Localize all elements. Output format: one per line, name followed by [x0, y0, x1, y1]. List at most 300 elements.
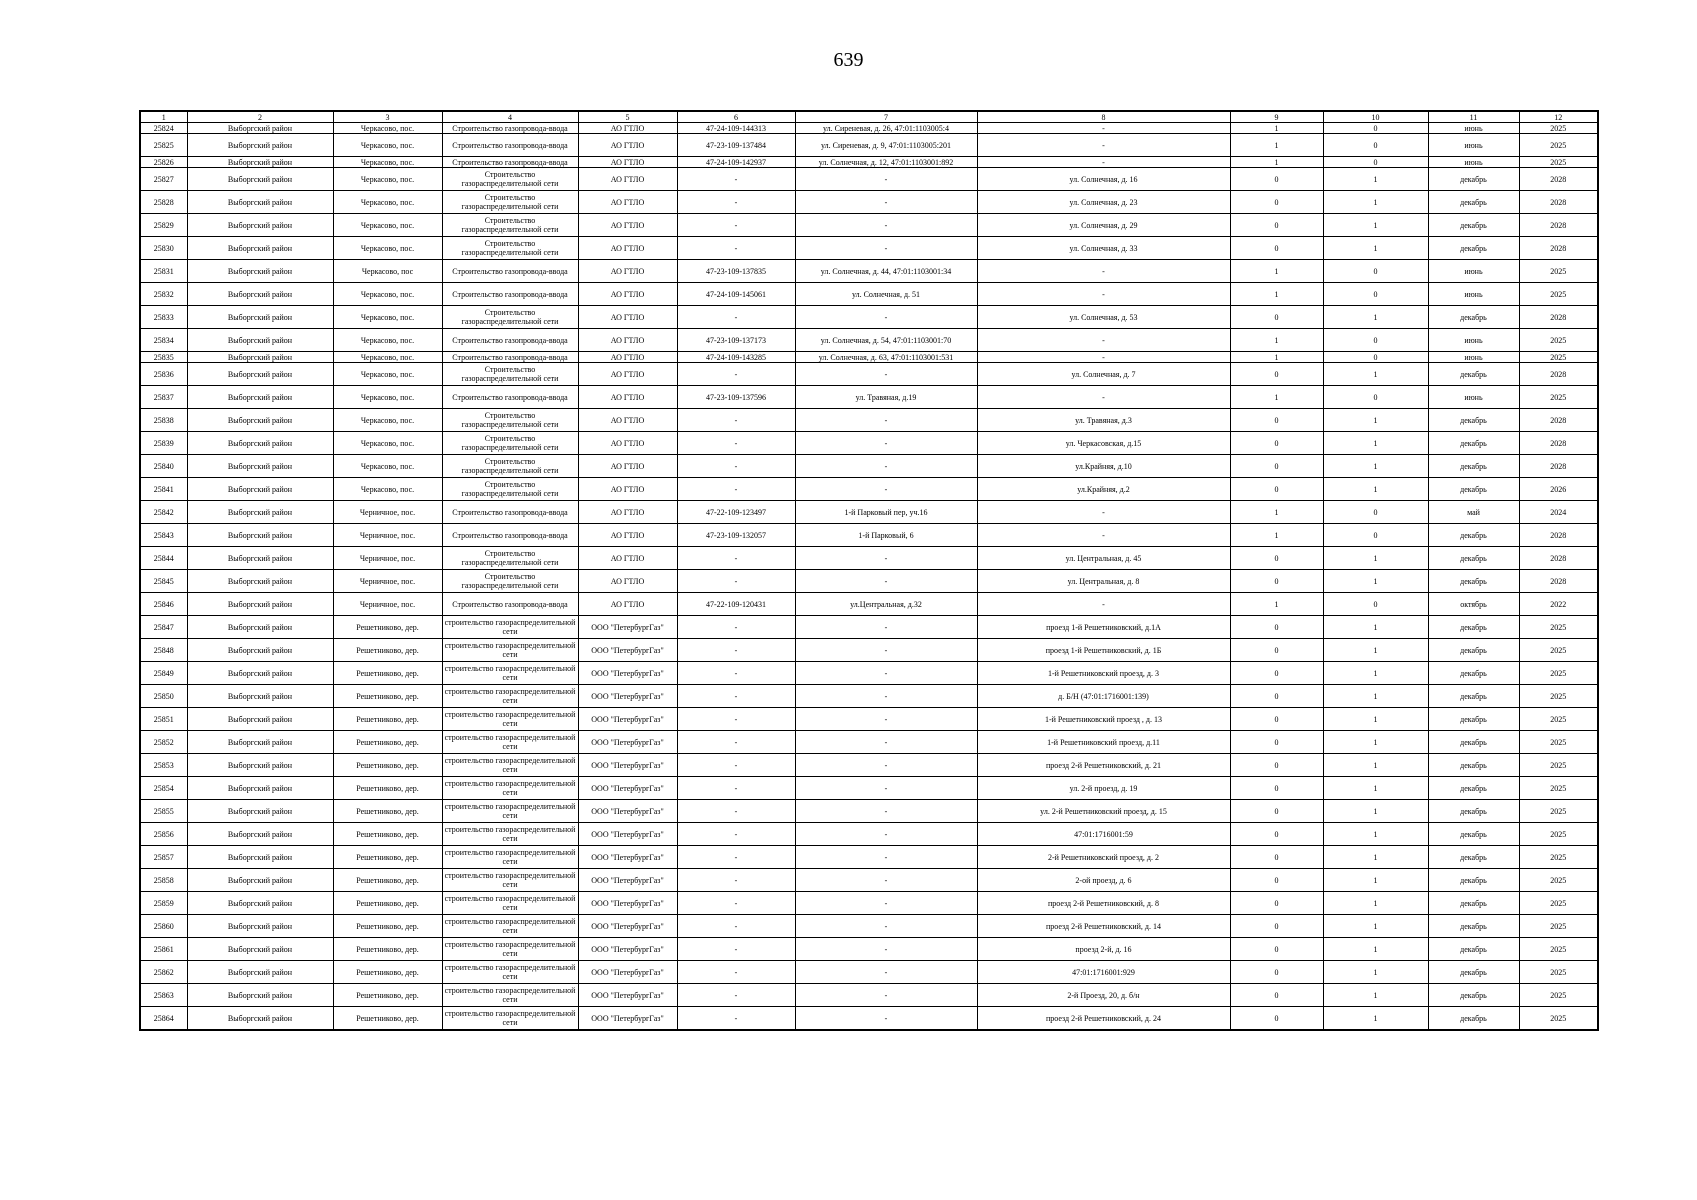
cell-object: ул. Черкасовская, д.15 — [977, 432, 1230, 455]
cell-row-number: 25839 — [140, 432, 187, 455]
table-row — [140, 283, 1598, 306]
cell-month: декабрь — [1428, 547, 1519, 570]
table-row — [140, 823, 1598, 846]
cell-col9: 0 — [1230, 616, 1323, 639]
cell-col9: 0 — [1230, 708, 1323, 731]
cell-col9: 1 — [1230, 283, 1323, 306]
cell-object: проезд 2-й, д. 16 — [977, 938, 1230, 961]
cell-month: декабрь — [1428, 524, 1519, 547]
cell-row-number: 25831 — [140, 260, 187, 283]
cell-settlement: Решетниково, дер. — [333, 685, 442, 708]
cell-col9: 1 — [1230, 386, 1323, 409]
cell-district: Выборгский район — [187, 708, 333, 731]
cell-district: Выборгский район — [187, 191, 333, 214]
cell-year: 2028 — [1519, 306, 1598, 329]
cell-col10: 0 — [1323, 501, 1428, 524]
page-number: 639 — [833, 49, 864, 71]
cell-registration-number: 47-24-109-142937 — [677, 157, 795, 168]
cell-col10: 1 — [1323, 432, 1428, 455]
cell-settlement: Решетниково, дер. — [333, 938, 442, 961]
cell-address: - — [795, 306, 977, 329]
cell-col9: 0 — [1230, 777, 1323, 800]
table-row — [140, 685, 1598, 708]
cell-settlement: Черкасово, пос. — [333, 432, 442, 455]
cell-address: - — [795, 363, 977, 386]
cell-registration-number: - — [677, 915, 795, 938]
column-header: 2 — [187, 111, 333, 123]
cell-col10: 1 — [1323, 915, 1428, 938]
cell-month: декабрь — [1428, 961, 1519, 984]
cell-year: 2025 — [1519, 846, 1598, 869]
cell-col10: 1 — [1323, 1007, 1428, 1031]
cell-row-number: 25862 — [140, 961, 187, 984]
cell-col9: 0 — [1230, 1007, 1323, 1031]
cell-row-number: 25840 — [140, 455, 187, 478]
cell-settlement: Решетниково, дер. — [333, 662, 442, 685]
cell-settlement: Решетниково, дер. — [333, 639, 442, 662]
cell-col9: 0 — [1230, 639, 1323, 662]
cell-object: ул. 2-й Решетниковский проезд, д. 15 — [977, 800, 1230, 823]
cell-organization: АО ГТЛО — [578, 329, 677, 352]
cell-work-type: Строительство газораспределительной сети — [442, 409, 578, 432]
cell-district: Выборгский район — [187, 1007, 333, 1031]
cell-object: - — [977, 524, 1230, 547]
cell-address: ул. Солнечная, д. 12, 47:01:1103001:892 — [795, 157, 977, 168]
table-row — [140, 352, 1598, 363]
table-row — [140, 432, 1598, 455]
table-row — [140, 961, 1598, 984]
cell-col10: 1 — [1323, 455, 1428, 478]
cell-object: 2-й Проезд, 20, д. б/н — [977, 984, 1230, 1007]
cell-month: декабрь — [1428, 455, 1519, 478]
cell-work-type: строительство газораспределительной сети — [442, 938, 578, 961]
cell-organization: ООО "ПетербургГаз" — [578, 616, 677, 639]
cell-year: 2025 — [1519, 639, 1598, 662]
cell-object: проезд 1-й Решетниковский, д.1А — [977, 616, 1230, 639]
column-header: 9 — [1230, 111, 1323, 123]
cell-col9: 0 — [1230, 432, 1323, 455]
column-header: 7 — [795, 111, 977, 123]
cell-col10: 0 — [1323, 260, 1428, 283]
table-row — [140, 260, 1598, 283]
cell-organization: ООО "ПетербургГаз" — [578, 823, 677, 846]
cell-object: - — [977, 283, 1230, 306]
cell-settlement: Решетниково, дер. — [333, 984, 442, 1007]
cell-address: - — [795, 961, 977, 984]
cell-object: 1-й Решетниковский проезд , д. 13 — [977, 708, 1230, 731]
table-row — [140, 191, 1598, 214]
cell-work-type: строительство газораспределительной сети — [442, 754, 578, 777]
cell-year: 2028 — [1519, 363, 1598, 386]
cell-month: декабрь — [1428, 892, 1519, 915]
cell-month: декабрь — [1428, 168, 1519, 191]
table-row — [140, 639, 1598, 662]
cell-address: - — [795, 168, 977, 191]
cell-col9: 0 — [1230, 191, 1323, 214]
cell-registration-number: - — [677, 616, 795, 639]
cell-registration-number: - — [677, 892, 795, 915]
cell-registration-number: - — [677, 961, 795, 984]
cell-col10: 0 — [1323, 157, 1428, 168]
cell-district: Выборгский район — [187, 869, 333, 892]
cell-month: декабрь — [1428, 616, 1519, 639]
cell-organization: АО ГТЛО — [578, 524, 677, 547]
cell-address: - — [795, 915, 977, 938]
cell-work-type: Строительство газопровода-ввода — [442, 157, 578, 168]
cell-year: 2028 — [1519, 237, 1598, 260]
cell-month: июнь — [1428, 123, 1519, 134]
table-row — [140, 616, 1598, 639]
cell-settlement: Черкасово, пос. — [333, 191, 442, 214]
column-header: 5 — [578, 111, 677, 123]
cell-object: ул. Солнечная, д. 7 — [977, 363, 1230, 386]
table-row — [140, 524, 1598, 547]
cell-district: Выборгский район — [187, 823, 333, 846]
cell-col9: 0 — [1230, 306, 1323, 329]
cell-district: Выборгский район — [187, 547, 333, 570]
table-row — [140, 593, 1598, 616]
cell-col10: 1 — [1323, 237, 1428, 260]
cell-work-type: Строительство газораспределительной сети — [442, 237, 578, 260]
cell-settlement: Черкасово, пос. — [333, 352, 442, 363]
cell-year: 2025 — [1519, 283, 1598, 306]
cell-object: ул. Травяная, д.3 — [977, 409, 1230, 432]
cell-registration-number: - — [677, 478, 795, 501]
cell-year: 2025 — [1519, 961, 1598, 984]
cell-object: 2-ой проезд, д. 6 — [977, 869, 1230, 892]
cell-settlement: Решетниково, дер. — [333, 892, 442, 915]
cell-registration-number: - — [677, 777, 795, 800]
cell-month: декабрь — [1428, 363, 1519, 386]
cell-object: - — [977, 157, 1230, 168]
cell-district: Выборгский район — [187, 283, 333, 306]
cell-col10: 0 — [1323, 134, 1428, 157]
cell-object: 47:01:1716001:59 — [977, 823, 1230, 846]
table-row — [140, 363, 1598, 386]
cell-object: ул.Крайняя, д.2 — [977, 478, 1230, 501]
cell-work-type: Строительство газораспределительной сети — [442, 432, 578, 455]
cell-year: 2025 — [1519, 123, 1598, 134]
cell-month: декабрь — [1428, 237, 1519, 260]
cell-row-number: 25852 — [140, 731, 187, 754]
cell-col9: 0 — [1230, 754, 1323, 777]
cell-district: Выборгский район — [187, 260, 333, 283]
cell-col10: 0 — [1323, 123, 1428, 134]
cell-organization: ООО "ПетербургГаз" — [578, 800, 677, 823]
cell-row-number: 25828 — [140, 191, 187, 214]
cell-work-type: строительство газораспределительной сети — [442, 777, 578, 800]
cell-object: ул. Центральная, д. 45 — [977, 547, 1230, 570]
cell-month: декабрь — [1428, 846, 1519, 869]
cell-col10: 1 — [1323, 961, 1428, 984]
cell-organization: АО ГТЛО — [578, 123, 677, 134]
cell-organization: АО ГТЛО — [578, 363, 677, 386]
cell-year: 2025 — [1519, 157, 1598, 168]
cell-organization: АО ГТЛО — [578, 214, 677, 237]
cell-month: декабрь — [1428, 708, 1519, 731]
cell-district: Выборгский район — [187, 134, 333, 157]
cell-organization: АО ГТЛО — [578, 191, 677, 214]
cell-settlement: Черкасово, пос. — [333, 237, 442, 260]
column-header: 3 — [333, 111, 442, 123]
cell-row-number: 25860 — [140, 915, 187, 938]
cell-district: Выборгский район — [187, 386, 333, 409]
cell-object: проезд 2-й Решетниковский, д. 14 — [977, 915, 1230, 938]
cell-address: - — [795, 731, 977, 754]
cell-district: Выборгский район — [187, 363, 333, 386]
cell-object: ул.Крайняя, д.10 — [977, 455, 1230, 478]
cell-col9: 0 — [1230, 731, 1323, 754]
cell-settlement: Решетниково, дер. — [333, 1007, 442, 1031]
cell-address: - — [795, 823, 977, 846]
cell-registration-number: - — [677, 938, 795, 961]
cell-work-type: строительство газораспределительной сети — [442, 800, 578, 823]
cell-row-number: 25836 — [140, 363, 187, 386]
table-row — [140, 547, 1598, 570]
cell-row-number: 25826 — [140, 157, 187, 168]
cell-settlement: Черкасово, пос. — [333, 157, 442, 168]
cell-settlement: Черкасово, пос — [333, 260, 442, 283]
table-row — [140, 754, 1598, 777]
cell-col9: 0 — [1230, 214, 1323, 237]
cell-organization: ООО "ПетербургГаз" — [578, 938, 677, 961]
cell-organization: АО ГТЛО — [578, 157, 677, 168]
cell-col9: 1 — [1230, 593, 1323, 616]
cell-row-number: 25851 — [140, 708, 187, 731]
cell-month: декабрь — [1428, 869, 1519, 892]
cell-registration-number: - — [677, 639, 795, 662]
table-row — [140, 708, 1598, 731]
cell-month: декабрь — [1428, 191, 1519, 214]
cell-district: Выборгский район — [187, 501, 333, 524]
cell-year: 2025 — [1519, 662, 1598, 685]
table-row — [140, 168, 1598, 191]
cell-work-type: строительство газораспределительной сети — [442, 869, 578, 892]
cell-organization: ООО "ПетербургГаз" — [578, 731, 677, 754]
cell-row-number: 25844 — [140, 547, 187, 570]
cell-object: проезд 1-й Решетниковский, д. 1Б — [977, 639, 1230, 662]
cell-object: 1-й Решетниковский проезд, д. 3 — [977, 662, 1230, 685]
cell-month: декабрь — [1428, 432, 1519, 455]
cell-object: проезд 2-й Решетниковский, д. 24 — [977, 1007, 1230, 1031]
column-header: 1 — [140, 111, 187, 123]
cell-address: - — [795, 892, 977, 915]
cell-col9: 0 — [1230, 685, 1323, 708]
cell-row-number: 25849 — [140, 662, 187, 685]
cell-organization: АО ГТЛО — [578, 306, 677, 329]
cell-col9: 1 — [1230, 352, 1323, 363]
cell-work-type: Строительство газопровода-ввода — [442, 524, 578, 547]
cell-col10: 1 — [1323, 685, 1428, 708]
cell-registration-number: - — [677, 432, 795, 455]
cell-work-type: Строительство газопровода-ввода — [442, 501, 578, 524]
cell-col9: 0 — [1230, 961, 1323, 984]
cell-address: - — [795, 800, 977, 823]
cell-year: 2025 — [1519, 352, 1598, 363]
cell-row-number: 25841 — [140, 478, 187, 501]
cell-registration-number: 47-22-109-123497 — [677, 501, 795, 524]
cell-year: 2028 — [1519, 524, 1598, 547]
cell-month: декабрь — [1428, 662, 1519, 685]
cell-month: июнь — [1428, 157, 1519, 168]
cell-work-type: Строительство газораспределительной сети — [442, 455, 578, 478]
cell-district: Выборгский район — [187, 432, 333, 455]
cell-registration-number: 47-24-109-145061 — [677, 283, 795, 306]
cell-col10: 1 — [1323, 800, 1428, 823]
cell-district: Выборгский район — [187, 616, 333, 639]
cell-month: декабрь — [1428, 1007, 1519, 1031]
cell-row-number: 25838 — [140, 409, 187, 432]
cell-object: ул. Солнечная, д. 53 — [977, 306, 1230, 329]
cell-registration-number: - — [677, 685, 795, 708]
cell-district: Выборгский район — [187, 984, 333, 1007]
cell-registration-number: 47-23-109-137484 — [677, 134, 795, 157]
cell-work-type: Строительство газораспределительной сети — [442, 363, 578, 386]
cell-registration-number: - — [677, 455, 795, 478]
cell-organization: ООО "ПетербургГаз" — [578, 915, 677, 938]
cell-month: июнь — [1428, 260, 1519, 283]
cell-year: 2025 — [1519, 386, 1598, 409]
cell-organization: ООО "ПетербургГаз" — [578, 892, 677, 915]
cell-object: - — [977, 260, 1230, 283]
cell-col9: 0 — [1230, 915, 1323, 938]
cell-year: 2024 — [1519, 501, 1598, 524]
cell-registration-number: 47-23-109-137596 — [677, 386, 795, 409]
cell-work-type: Строительство газораспределительной сети — [442, 214, 578, 237]
cell-settlement: Черничное, пос. — [333, 524, 442, 547]
cell-year: 2025 — [1519, 134, 1598, 157]
table-body — [140, 123, 1598, 1031]
cell-settlement: Черкасово, пос. — [333, 214, 442, 237]
cell-work-type: Строительство газораспределительной сети — [442, 306, 578, 329]
cell-year: 2025 — [1519, 708, 1598, 731]
cell-registration-number: - — [677, 409, 795, 432]
cell-registration-number: - — [677, 823, 795, 846]
cell-settlement: Решетниково, дер. — [333, 915, 442, 938]
cell-year: 2028 — [1519, 214, 1598, 237]
cell-settlement: Черкасово, пос. — [333, 478, 442, 501]
cell-work-type: Строительство газопровода-ввода — [442, 283, 578, 306]
cell-work-type: Строительство газораспределительной сети — [442, 547, 578, 570]
cell-col9: 0 — [1230, 478, 1323, 501]
cell-work-type: Строительство газопровода-ввода — [442, 386, 578, 409]
cell-year: 2025 — [1519, 685, 1598, 708]
cell-year: 2028 — [1519, 432, 1598, 455]
cell-col10: 0 — [1323, 386, 1428, 409]
cell-address: - — [795, 754, 977, 777]
cell-year: 2025 — [1519, 731, 1598, 754]
cell-month: июнь — [1428, 283, 1519, 306]
cell-col10: 1 — [1323, 306, 1428, 329]
cell-col9: 0 — [1230, 984, 1323, 1007]
table-row — [140, 501, 1598, 524]
cell-organization: ООО "ПетербургГаз" — [578, 1007, 677, 1031]
cell-organization: ООО "ПетербургГаз" — [578, 961, 677, 984]
cell-organization: ООО "ПетербургГаз" — [578, 869, 677, 892]
cell-object: 1-й Решетниковский проезд, д.11 — [977, 731, 1230, 754]
cell-district: Выборгский район — [187, 800, 333, 823]
cell-address: - — [795, 214, 977, 237]
cell-district: Выборгский район — [187, 157, 333, 168]
cell-district: Выборгский район — [187, 237, 333, 260]
table-row — [140, 869, 1598, 892]
table-row — [140, 984, 1598, 1007]
cell-object: - — [977, 593, 1230, 616]
cell-settlement: Черкасово, пос. — [333, 283, 442, 306]
cell-organization: ООО "ПетербургГаз" — [578, 685, 677, 708]
cell-year: 2028 — [1519, 409, 1598, 432]
column-header: 8 — [977, 111, 1230, 123]
cell-settlement: Решетниково, дер. — [333, 754, 442, 777]
cell-col10: 0 — [1323, 283, 1428, 306]
cell-registration-number: - — [677, 984, 795, 1007]
cell-district: Выборгский район — [187, 409, 333, 432]
cell-registration-number: - — [677, 168, 795, 191]
cell-address: ул. Солнечная, д. 44, 47:01:1103001:34 — [795, 260, 977, 283]
table-row — [140, 662, 1598, 685]
cell-address: - — [795, 777, 977, 800]
cell-settlement: Решетниково, дер. — [333, 869, 442, 892]
cell-district: Выборгский район — [187, 777, 333, 800]
cell-address: ул.Центральная, д.32 — [795, 593, 977, 616]
cell-col9: 0 — [1230, 547, 1323, 570]
cell-month: декабрь — [1428, 731, 1519, 754]
table-row — [140, 938, 1598, 961]
cell-month: декабрь — [1428, 306, 1519, 329]
cell-work-type: строительство газораспределительной сети — [442, 731, 578, 754]
cell-organization: АО ГТЛО — [578, 260, 677, 283]
cell-col10: 0 — [1323, 352, 1428, 363]
cell-settlement: Черкасово, пос. — [333, 363, 442, 386]
column-header: 11 — [1428, 111, 1519, 123]
cell-work-type: строительство газораспределительной сети — [442, 1007, 578, 1031]
cell-year: 2025 — [1519, 754, 1598, 777]
cell-month: декабрь — [1428, 800, 1519, 823]
table-row — [140, 570, 1598, 593]
cell-year: 2025 — [1519, 823, 1598, 846]
cell-year: 2022 — [1519, 593, 1598, 616]
cell-month: май — [1428, 501, 1519, 524]
cell-month: декабрь — [1428, 754, 1519, 777]
cell-object: д. Б/Н (47:01:1716001:139) — [977, 685, 1230, 708]
cell-col9: 0 — [1230, 363, 1323, 386]
cell-registration-number: - — [677, 708, 795, 731]
cell-address: - — [795, 984, 977, 1007]
cell-registration-number: - — [677, 1007, 795, 1031]
cell-address: ул. Солнечная, д. 63, 47:01:1103001:531 — [795, 352, 977, 363]
cell-col10: 1 — [1323, 777, 1428, 800]
cell-year: 2028 — [1519, 455, 1598, 478]
cell-col10: 1 — [1323, 478, 1428, 501]
cell-work-type: Строительство газопровода-ввода — [442, 352, 578, 363]
cell-work-type: Строительство газопровода-ввода — [442, 134, 578, 157]
cell-month: июнь — [1428, 352, 1519, 363]
cell-col9: 0 — [1230, 869, 1323, 892]
cell-registration-number: - — [677, 547, 795, 570]
cell-registration-number: - — [677, 846, 795, 869]
cell-object: - — [977, 386, 1230, 409]
register-table — [139, 110, 1599, 1031]
cell-district: Выборгский район — [187, 938, 333, 961]
cell-col10: 1 — [1323, 754, 1428, 777]
cell-col9: 0 — [1230, 823, 1323, 846]
cell-row-number: 25843 — [140, 524, 187, 547]
cell-year: 2025 — [1519, 260, 1598, 283]
cell-col9: 0 — [1230, 570, 1323, 593]
cell-organization: ООО "ПетербургГаз" — [578, 777, 677, 800]
cell-organization: АО ГТЛО — [578, 237, 677, 260]
cell-organization: АО ГТЛО — [578, 547, 677, 570]
